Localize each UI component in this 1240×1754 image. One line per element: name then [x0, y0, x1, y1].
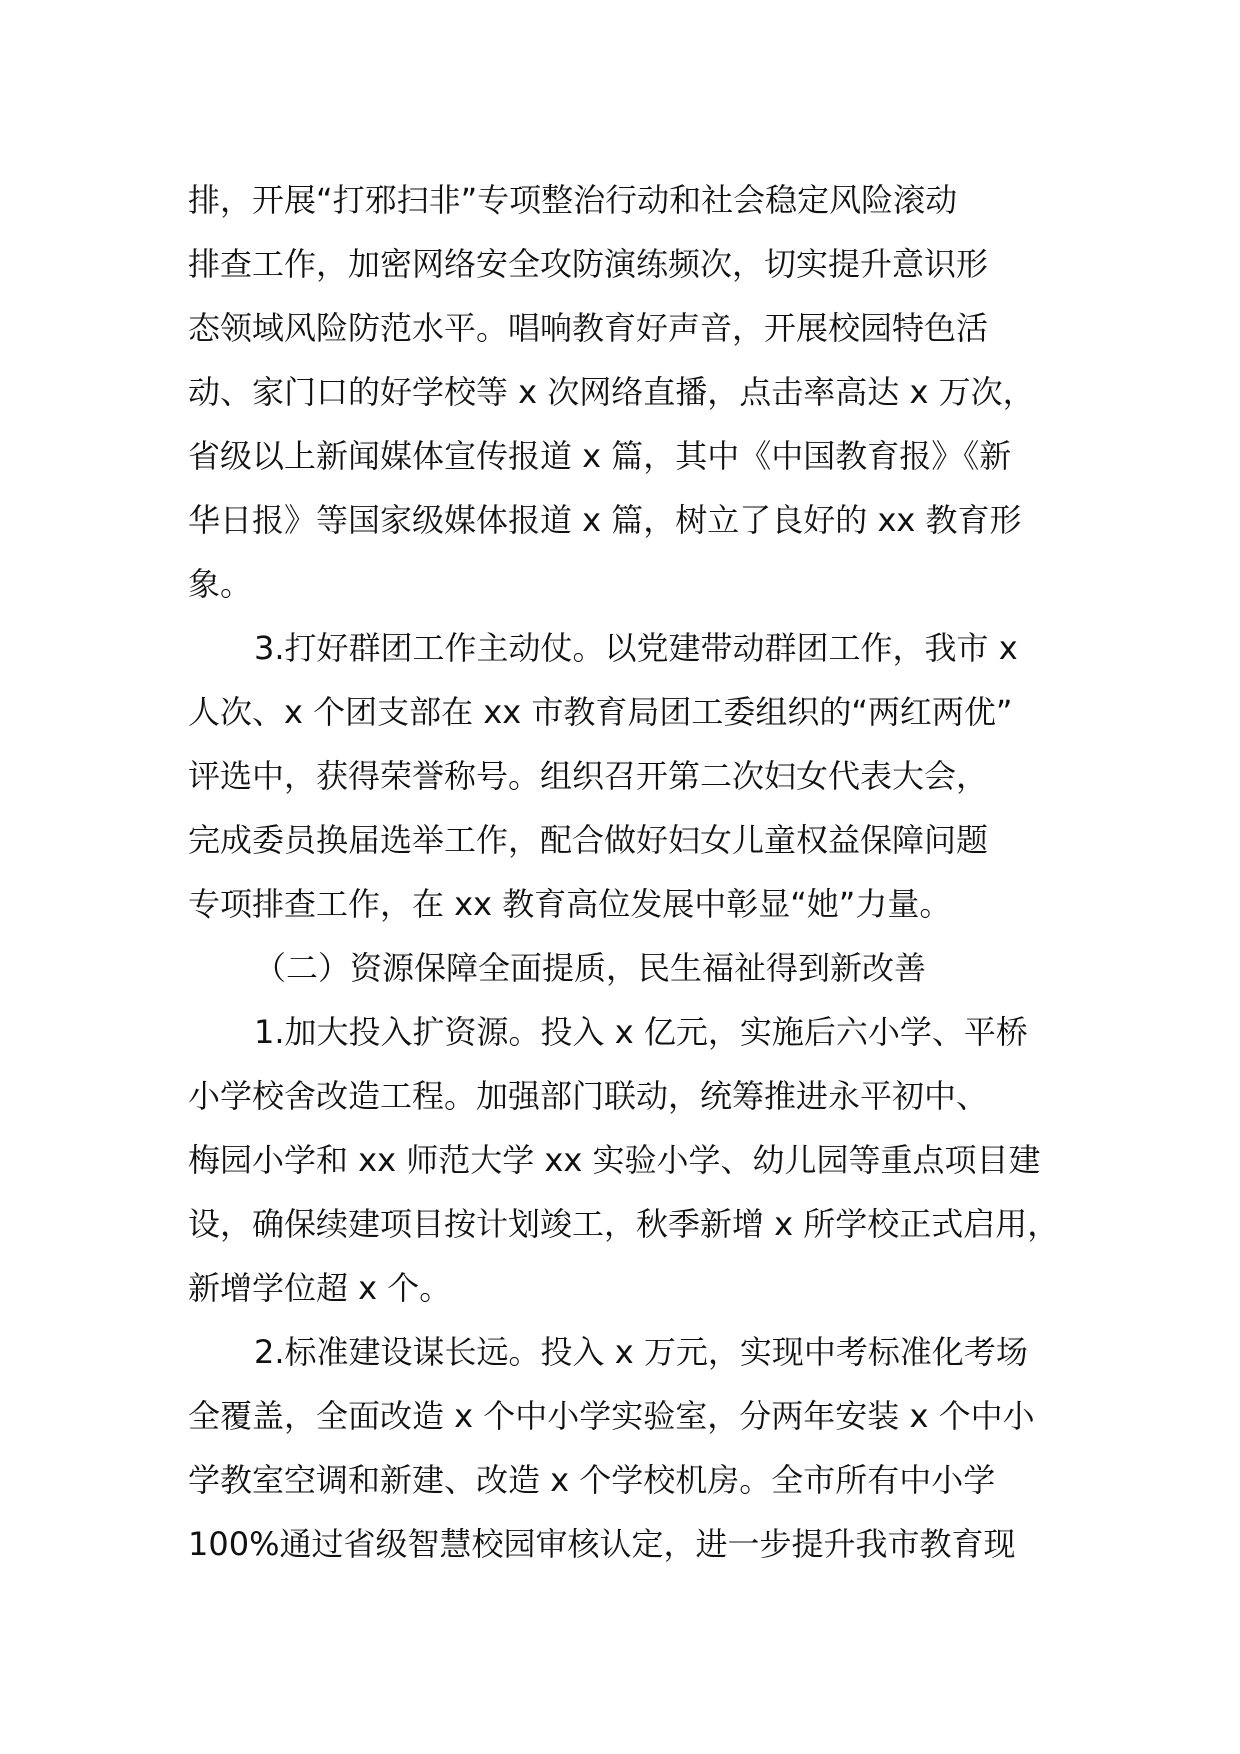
body-text-line: 省级以上新闻媒体宣传报道 x 篇，其中《中国教育报》《新	[188, 437, 1012, 475]
body-text-line: 全覆盖，全面改造 x 个中小学实验室，分两年安装 x 个中小	[188, 1397, 1035, 1435]
body-text-line: 梅园小学和 xx 师范大学 xx 实验小学、幼儿园等重点项目建	[188, 1141, 1041, 1179]
subsection-heading-1: 1.加大投入扩资源。投入 x 亿元，实施后六小学、平桥	[254, 1013, 1028, 1051]
body-text-line: 动、家门口的好学校等 x 次网络直播，点击率高达 x 万次，	[188, 373, 1035, 411]
body-text-line: 评选中，获得荣誉称号。组织召开第二次妇女代表大会，	[188, 757, 989, 795]
body-text-line: 新增学位超 x 个。	[188, 1269, 452, 1307]
body-text-line: 象。	[188, 565, 253, 603]
body-text-line: 排查工作，加密网络安全攻防演练频次，切实提升意识形	[188, 245, 989, 283]
body-text-line: 态领域风险防范水平。唱响教育好声音，开展校园特色活	[188, 309, 989, 347]
body-text-line: 专项排查工作，在 xx 教育高位发展中彰显“她”力量。	[188, 885, 952, 923]
body-text-line: 完成委员换届选举工作，配合做好妇女儿童权益保障问题	[188, 821, 989, 859]
body-text-line: 华日报》等国家级媒体报道 x 篇，树立了良好的 xx 教育形	[188, 501, 1022, 539]
body-text-line: 学教室空调和新建、改造 x 个学校机房。全市所有中小学	[188, 1461, 996, 1499]
section-heading-3: 3.打好群团工作主动仗。以党建带动群团工作，我市 x	[254, 629, 1018, 667]
body-text-line: 排，开展“打邪扫非”专项整治行动和社会稳定风险滚动	[188, 181, 958, 219]
subsection-heading-2: 2.标准建设谋长远。投入 x 万元，实现中考标准化考场	[254, 1333, 1028, 1371]
document-body	[188, 168, 1068, 1576]
body-text-line: 人次、x 个团支部在 xx 市教育局团工委组织的“两红两优”	[188, 693, 1013, 731]
body-text-line: 小学校舍改造工程。加强部门联动，统筹推进永平初中、	[188, 1077, 989, 1115]
section-heading-2: （二）资源保障全面提质，民生福祉得到新改善	[254, 949, 927, 987]
body-text-line: 设，确保续建项目按计划竣工，秋季新增 x 所学校正式启用，	[188, 1205, 1060, 1243]
body-text-line: 100%通过省级智慧校园审核认定，进一步提升我市教育现	[188, 1525, 1016, 1563]
